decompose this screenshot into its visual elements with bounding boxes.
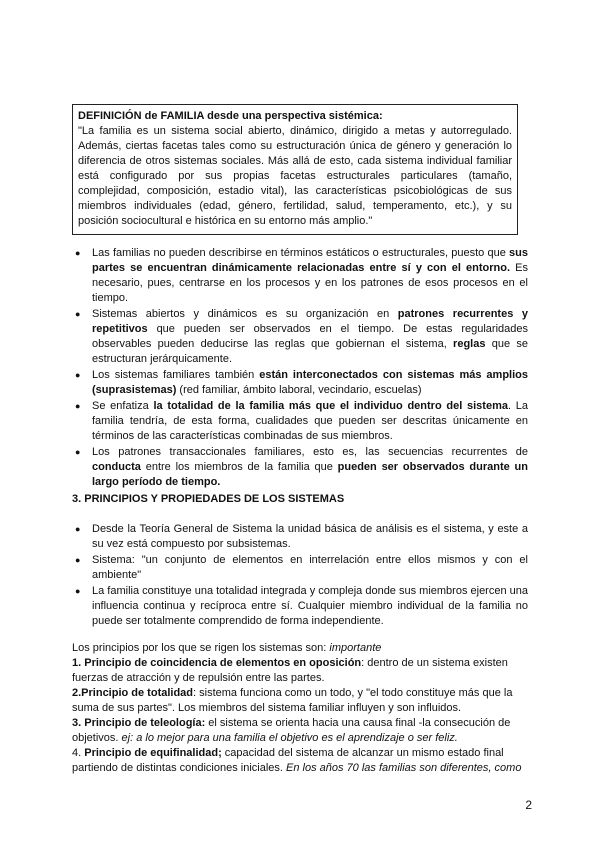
bullet-icon: ● xyxy=(75,309,81,319)
list-item: ● Se enfatiza la totalidad de la familia más que el individuo dentro del sistema. La familia tendría, de esta forma, cualidades que pueden ser descritas únicamente en términos de las características combinadas de sus miembros. xyxy=(75,400,528,442)
definition-title: DEFINICIÓN de FAMILIA desde una perspectiva sistémica: xyxy=(78,110,383,122)
page-number: 2 xyxy=(525,798,532,812)
principle-3: 3. Principio de teleología: el sistema se orienta hacia una causa final -la consecución de objetivos. ej: a lo mejor para una familia el objetivo es el aprendizaje o ser feliz. xyxy=(72,717,511,744)
bullet-icon: ● xyxy=(75,524,81,534)
definition-text: "La familia es un sistema social abierto, dinámico, dirigido a metas y autorregulado. Además, ciertas facetas tales como su estructuración única de género y generación lo diferencia de otros sistemas sociales. Más allá de esto, cada sistema individual familiar está configurado por sus propias facetas estructurales particulares (tamaño, complejidad, composición, estadio vital), las características psicobiológicas de sus miembros individuales (edad, género, fertilidad, salud, temperamento, etc.), y su posición sociocultural e histórica en su entorno más amplio." xyxy=(78,125,512,227)
definition-box xyxy=(72,104,518,235)
family-bullet-list xyxy=(72,246,528,491)
list-item: ● Desde la Teoría General de Sistema la unidad básica de análisis es el sistema, y este a su vez está compuesto por subsistemas. xyxy=(75,523,528,550)
systems-bullet-list xyxy=(72,522,528,630)
list-item: ● Las familias no pueden describirse en términos estáticos o estructurales, puesto que sus partes se encuentran dinámicamente relacionadas entre sí y con el entorno. Es necesario, pues, centrarse en los procesos y en los patrones de esos procesos en el tiempo. xyxy=(75,247,528,304)
principle-2: 2.Principio de totalidad: sistema funciona como un todo, y "el todo constituye más que la suma de sus partes". Los miembros del sistema familiar influyen y son influidos. xyxy=(72,687,513,714)
principle-4: 4. Principio de equifinalidad; capacidad del sistema de alcanzar un mismo estado final partiendo de distintas condiciones iniciales. En los años 70 las familias son diferentes, como xyxy=(72,747,522,774)
section-heading: 3. PRINCIPIOS Y PROPIEDADES DE LOS SISTEMAS xyxy=(72,493,345,505)
bullet-icon: ● xyxy=(75,555,81,565)
bullet-icon: ● xyxy=(75,248,81,258)
list-item: ● La familia constituye una totalidad integrada y compleja donde sus miembros ejercen una influencia continua y recíproca entre sí. Cualquier miembro individual de la familia no puede ser totalmente comprendido de forma independiente. xyxy=(75,585,528,627)
bullet-icon: ● xyxy=(75,447,81,457)
bullet-icon: ● xyxy=(75,586,81,596)
principle-1: 1. Principio de coincidencia de elementos en oposición: dentro de un sistema existen fuerzas de atracción y de repulsión entre las partes. xyxy=(72,657,508,684)
list-item: ● Los patrones transaccionales familiares, esto es, las secuencias recurrentes de conducta entre los miembros de la familia que pueden ser observados durante un largo período de tiempo. xyxy=(75,446,528,488)
principles-intro: Los principios por los que se rigen los sistemas son: importante xyxy=(72,642,382,654)
list-item: ● Sistema: "un conjunto de elementos en interrelación entre ellos mismos y con el ambiente" xyxy=(75,554,528,581)
list-item: ● Sistemas abiertos y dinámicos es su organización en patrones recurrentes y repetitivos que pueden ser observados en el tiempo. De estas regularidades observables pueden deducirse las reglas que gobiernan el sistema, reglas que se estructuran jerárquicamente. xyxy=(75,308,529,365)
bullet-icon: ● xyxy=(75,370,81,380)
principles-section xyxy=(72,641,532,776)
bullet-icon: ● xyxy=(75,401,81,411)
list-item: ● Los sistemas familiares también están interconectados con sistemas más amplios (suprasistemas) (red familiar, ámbito laboral, vecindario, escuelas) xyxy=(75,369,528,396)
